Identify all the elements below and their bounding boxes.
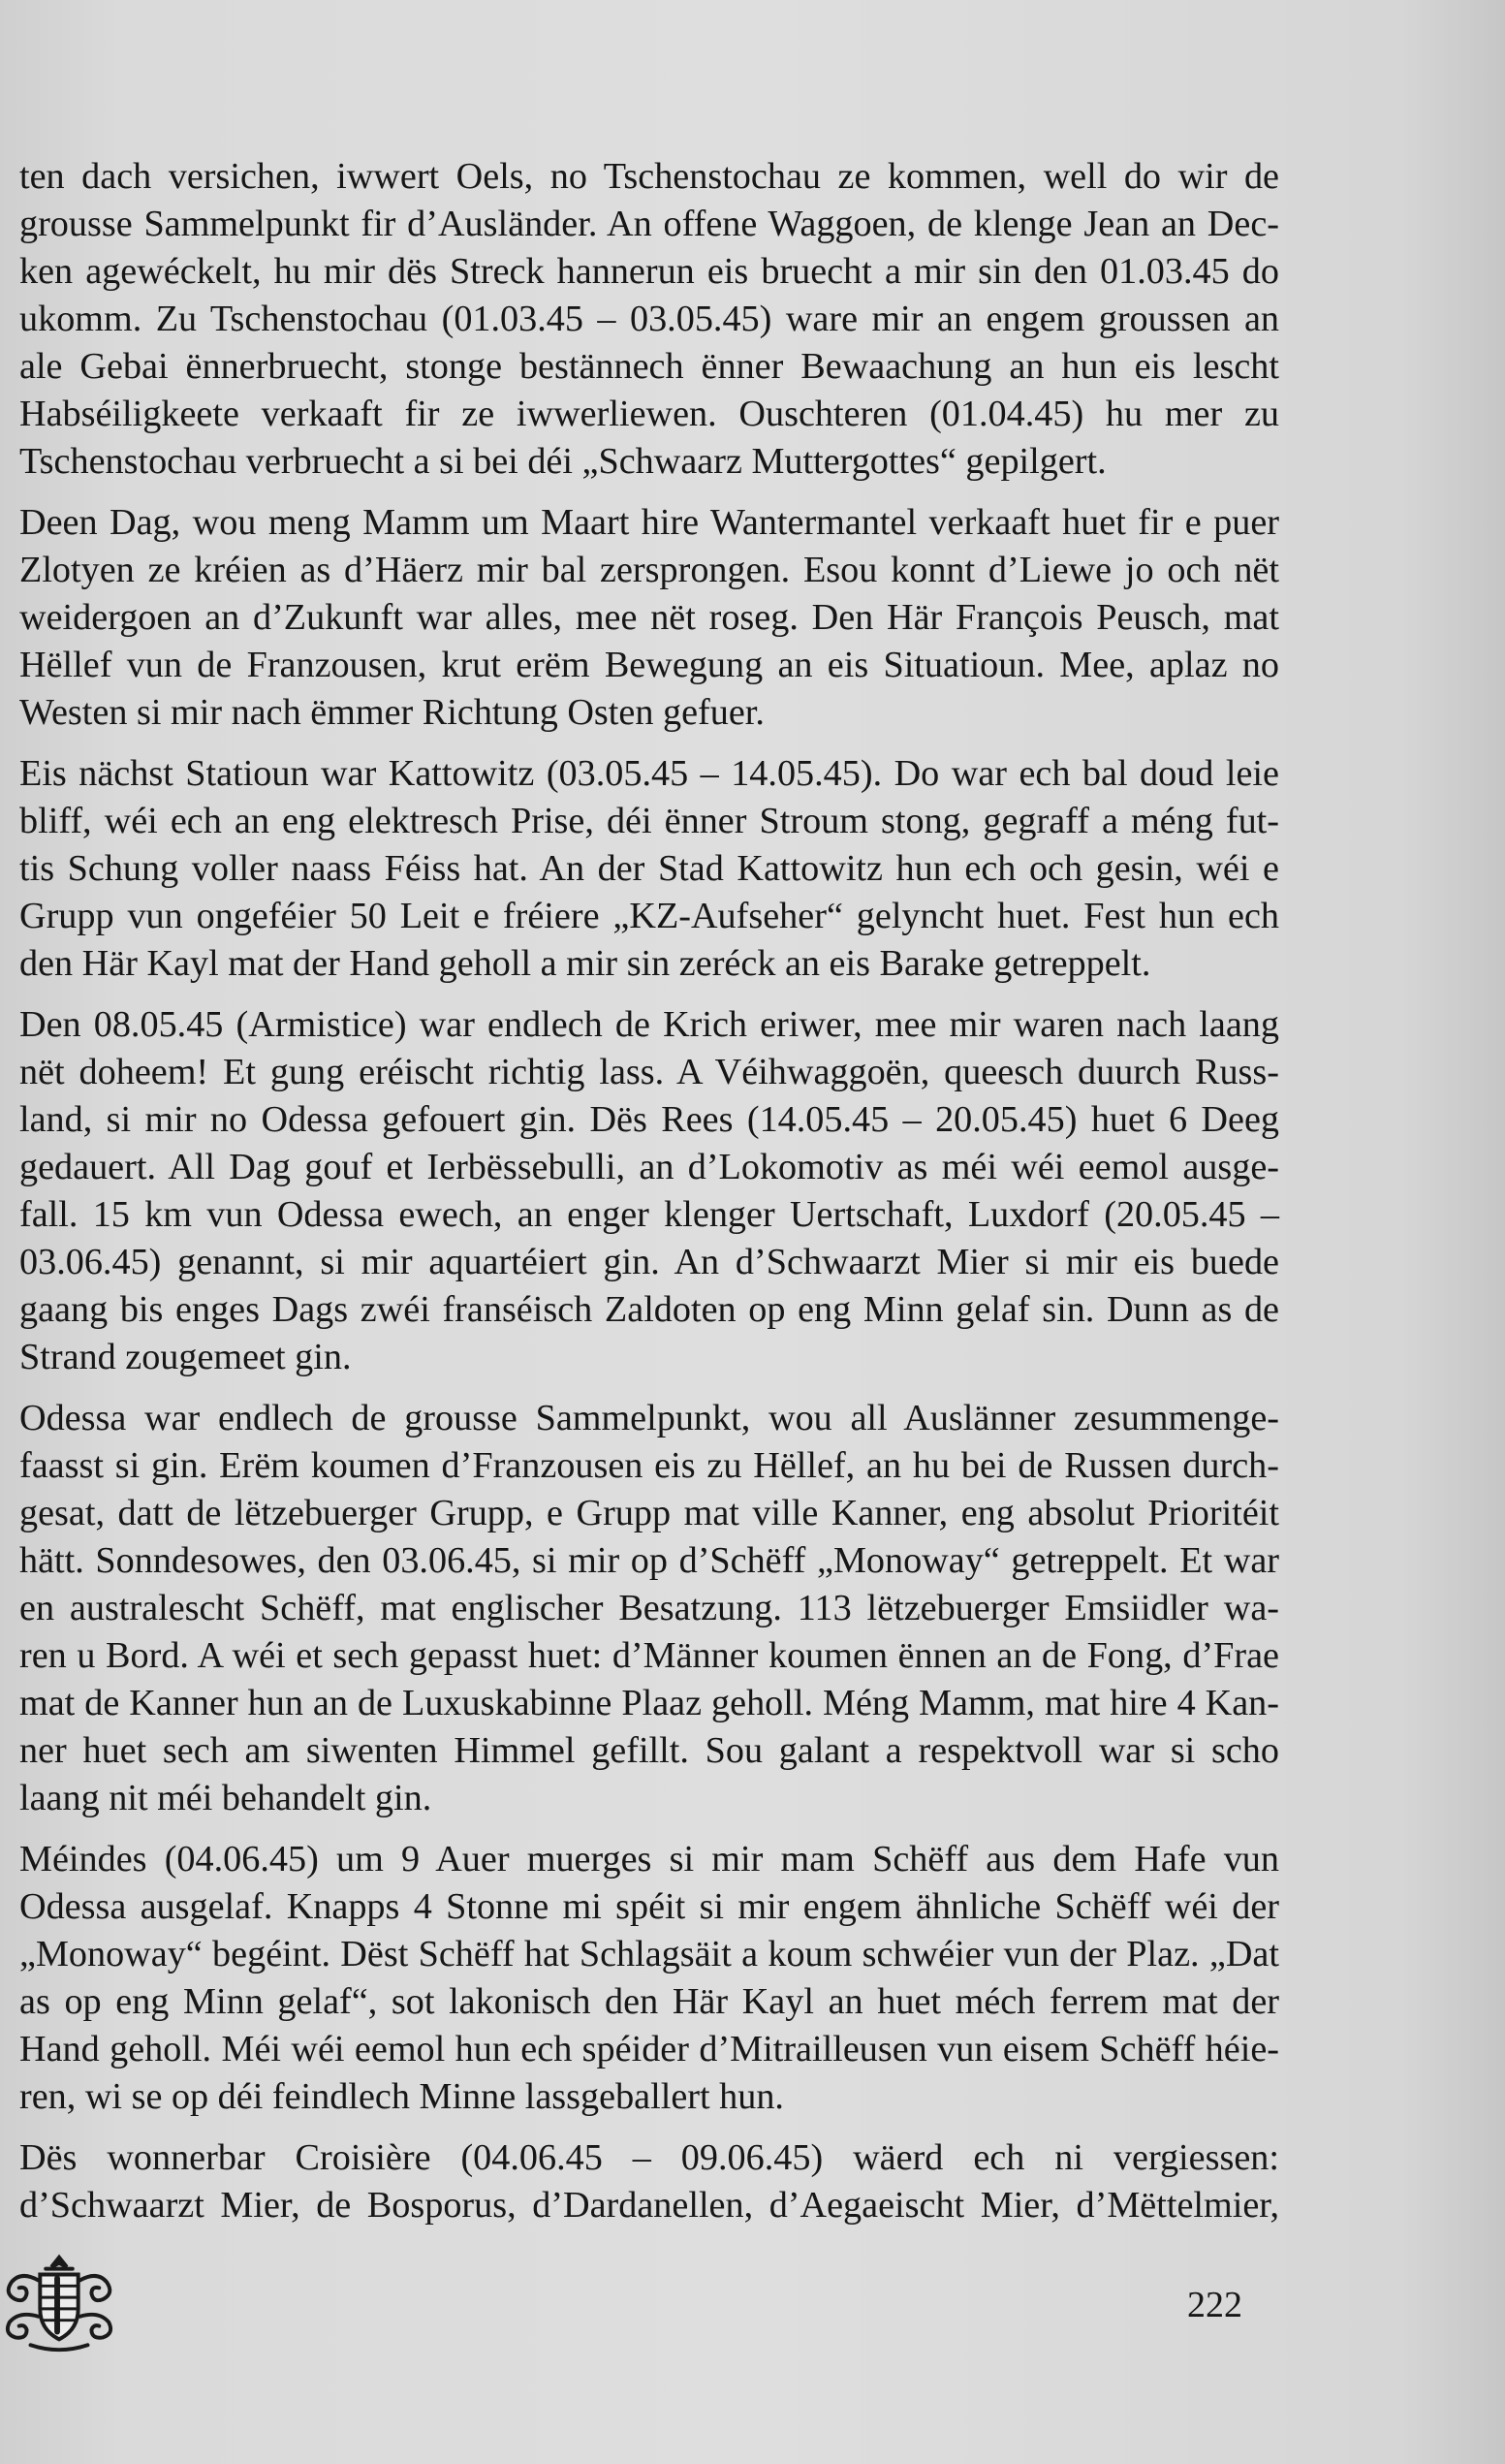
text-line: hätt. Sonndesowes, den 03.06.45, si mir op d’Schëff „Monoway“ getreppelt. Et war xyxy=(19,1540,1279,1581)
paragraph xyxy=(19,499,1279,737)
text-line: Odessa war endlech de grousse Sammelpunkt, wou all Auslänner zesummenge- xyxy=(19,1398,1279,1438)
paragraph xyxy=(19,153,1279,486)
text-line: Den 08.05.45 (Armistice) war endlech de Krich eriwer, mee mir waren nach laang xyxy=(19,1004,1279,1045)
text-line: Eis nächst Statioun war Kattowitz (03.05.45 – 14.05.45). Do war ech bal doud leie xyxy=(19,753,1279,794)
text-line: Habséiligkeete verkaaft fir ze iwwerliewen. Ouschteren (01.04.45) hu mer zu xyxy=(19,394,1279,434)
text-line: Deen Dag, wou meng Mamm um Maart hire Wantermantel verkaaft huet fir e puer xyxy=(19,502,1279,543)
text-line: gedauert. All Dag gouf et Ierbëssebulli, an d’Lokomotiv as méi wéi eemol ausge- xyxy=(19,1147,1279,1187)
text-line: den Här Kayl mat der Hand geholl a mir sin zeréck an eis Barake getreppelt. xyxy=(19,943,1151,984)
text-line: mat de Kanner hun an de Luxuskabinne Plaaz geholl. Méng Mamm, mat hire 4 Kan- xyxy=(19,1683,1279,1723)
text-line: as op eng Minn gelaf“, sot lakonisch den Här Kayl an huet méch ferrem mat der xyxy=(19,1981,1279,2022)
text-line: 03.06.45) genannt, si mir aquartéiert gin. An d’Schwaarzt Mier si mir eis buede xyxy=(19,1242,1279,1282)
paragraph xyxy=(19,1395,1279,1822)
coat-of-arms-icon xyxy=(2,2249,116,2357)
paragraph xyxy=(19,750,1279,988)
text-line: ner huet sech am siwenten Himmel gefillt. Sou galant a respektvoll war si scho xyxy=(19,1730,1279,1771)
text-line: en australescht Schëff, mat englischer Besatzung. 113 lëtzebuerger Emsiidler wa- xyxy=(19,1588,1279,1628)
text-line: Grupp vun ongeféier 50 Leit e fréiere „KZ-Aufseher“ gelyncht huet. Fest hun ech xyxy=(19,896,1279,936)
text-line: „Monoway“ begéint. Dëst Schëff hat Schlagsäit a koum schwéier vun der Plaz. „Dat xyxy=(19,1934,1279,1974)
text-line: Westen si mir nach ëmmer Richtung Osten gefuer. xyxy=(19,692,765,733)
paragraph xyxy=(19,1001,1279,1381)
text-line: ale Gebai ënnerbruecht, stonge bestännech ënner Bewaachung an hun eis lescht xyxy=(19,346,1279,387)
text-line: ukomm. Zu Tschenstochau (01.03.45 – 03.05.45) ware mir an engem groussen an xyxy=(19,299,1279,339)
text-line: Méindes (04.06.45) um 9 Auer muerges si mir mam Schëff aus dem Hafe vun xyxy=(19,1839,1279,1880)
text-line: fall. 15 km vun Odessa ewech, an enger klenger Uertschaft, Luxdorf (20.05.45 – xyxy=(19,1194,1279,1235)
text-line: bliff, wéi ech an eng elektresch Prise, déi ënner Stroum stong, gegraff a méng fut- xyxy=(19,801,1279,841)
text-line: laang nit méi behandelt gin. xyxy=(19,1778,432,1818)
text-line: Hand geholl. Méi wéi eemol hun ech spéider d’Mitrailleusen vun eisem Schëff héie- xyxy=(19,2029,1279,2069)
text-line: ren u Bord. A wéi et sech gepasst huet: d’Männer koumen ënnen an de Fong, d’Frae xyxy=(19,1635,1279,1676)
text-line: Zlotyen ze kréien as d’Häerz mir bal zersprongen. Esou konnt d’Liewe jo och nët xyxy=(19,550,1279,590)
text-line: faasst si gin. Erëm koumen d’Franzousen eis zu Hëllef, an hu bei de Russen durch- xyxy=(19,1445,1279,1486)
text-line: grousse Sammelpunkt fir d’Ausländer. An offene Waggoen, de klenge Jean an Dec- xyxy=(19,204,1279,244)
text-line: ken agewéckelt, hu mir dës Streck hannerun eis bruecht a mir sin den 01.03.45 do xyxy=(19,251,1279,292)
paragraph xyxy=(19,2134,1279,2229)
text-line: gesat, datt de lëtzebuerger Grupp, e Grupp mat ville Kanner, eng absolut Prioritéit xyxy=(19,1493,1279,1533)
text-line: tis Schung voller naass Féiss hat. An der Stad Kattowitz hun ech och gesin, wéi e xyxy=(19,848,1279,889)
text-line: Hëllef vun de Franzousen, krut erëm Bewegung an eis Situatioun. Mee, aplaz no xyxy=(19,645,1279,685)
page-number: 222 xyxy=(1187,2285,1242,2325)
text-line: nët doheem! Et gung eréischt richtig lass. A Véihwaggoën, queesch duurch Russ- xyxy=(19,1052,1279,1092)
text-line: land, si mir no Odessa gefouert gin. Dës Rees (14.05.45 – 20.05.45) huet 6 Deeg xyxy=(19,1099,1279,1140)
text-line: Odessa ausgelaf. Knapps 4 Stonne mi spéit si mir engem ähnliche Schëff wéi der xyxy=(19,1886,1279,1927)
text-line: d’Schwaarzt Mier, de Bosporus, d’Dardanellen, d’Aegaeischt Mier, d’Mëttelmier, xyxy=(19,2185,1279,2226)
text-line: Strand zougemeet gin. xyxy=(19,1337,352,1377)
text-line: weidergoen an d’Zukunft war alles, mee nët roseg. Den Här François Peusch, mat xyxy=(19,597,1279,638)
text-line: ren, wi se op déi feindlech Minne lassgeballert hun. xyxy=(19,2076,784,2117)
text-line: ten dach versichen, iwwert Oels, no Tschenstochau ze kommen, well do wir de xyxy=(19,156,1279,197)
body-text xyxy=(19,153,1279,2229)
text-line: Tschenstochau verbruecht a si bei déi „Schwaarz Muttergottes“ gepilgert. xyxy=(19,441,1107,482)
text-line: gaang bis enges Dags zwéi franséisch Zaldoten op eng Minn gelaf sin. Dunn as de xyxy=(19,1289,1279,1330)
text-line: Dës wonnerbar Croisière (04.06.45 – 09.06.45) wäerd ech ni vergiessen: xyxy=(19,2137,1279,2178)
paragraph xyxy=(19,1836,1279,2121)
